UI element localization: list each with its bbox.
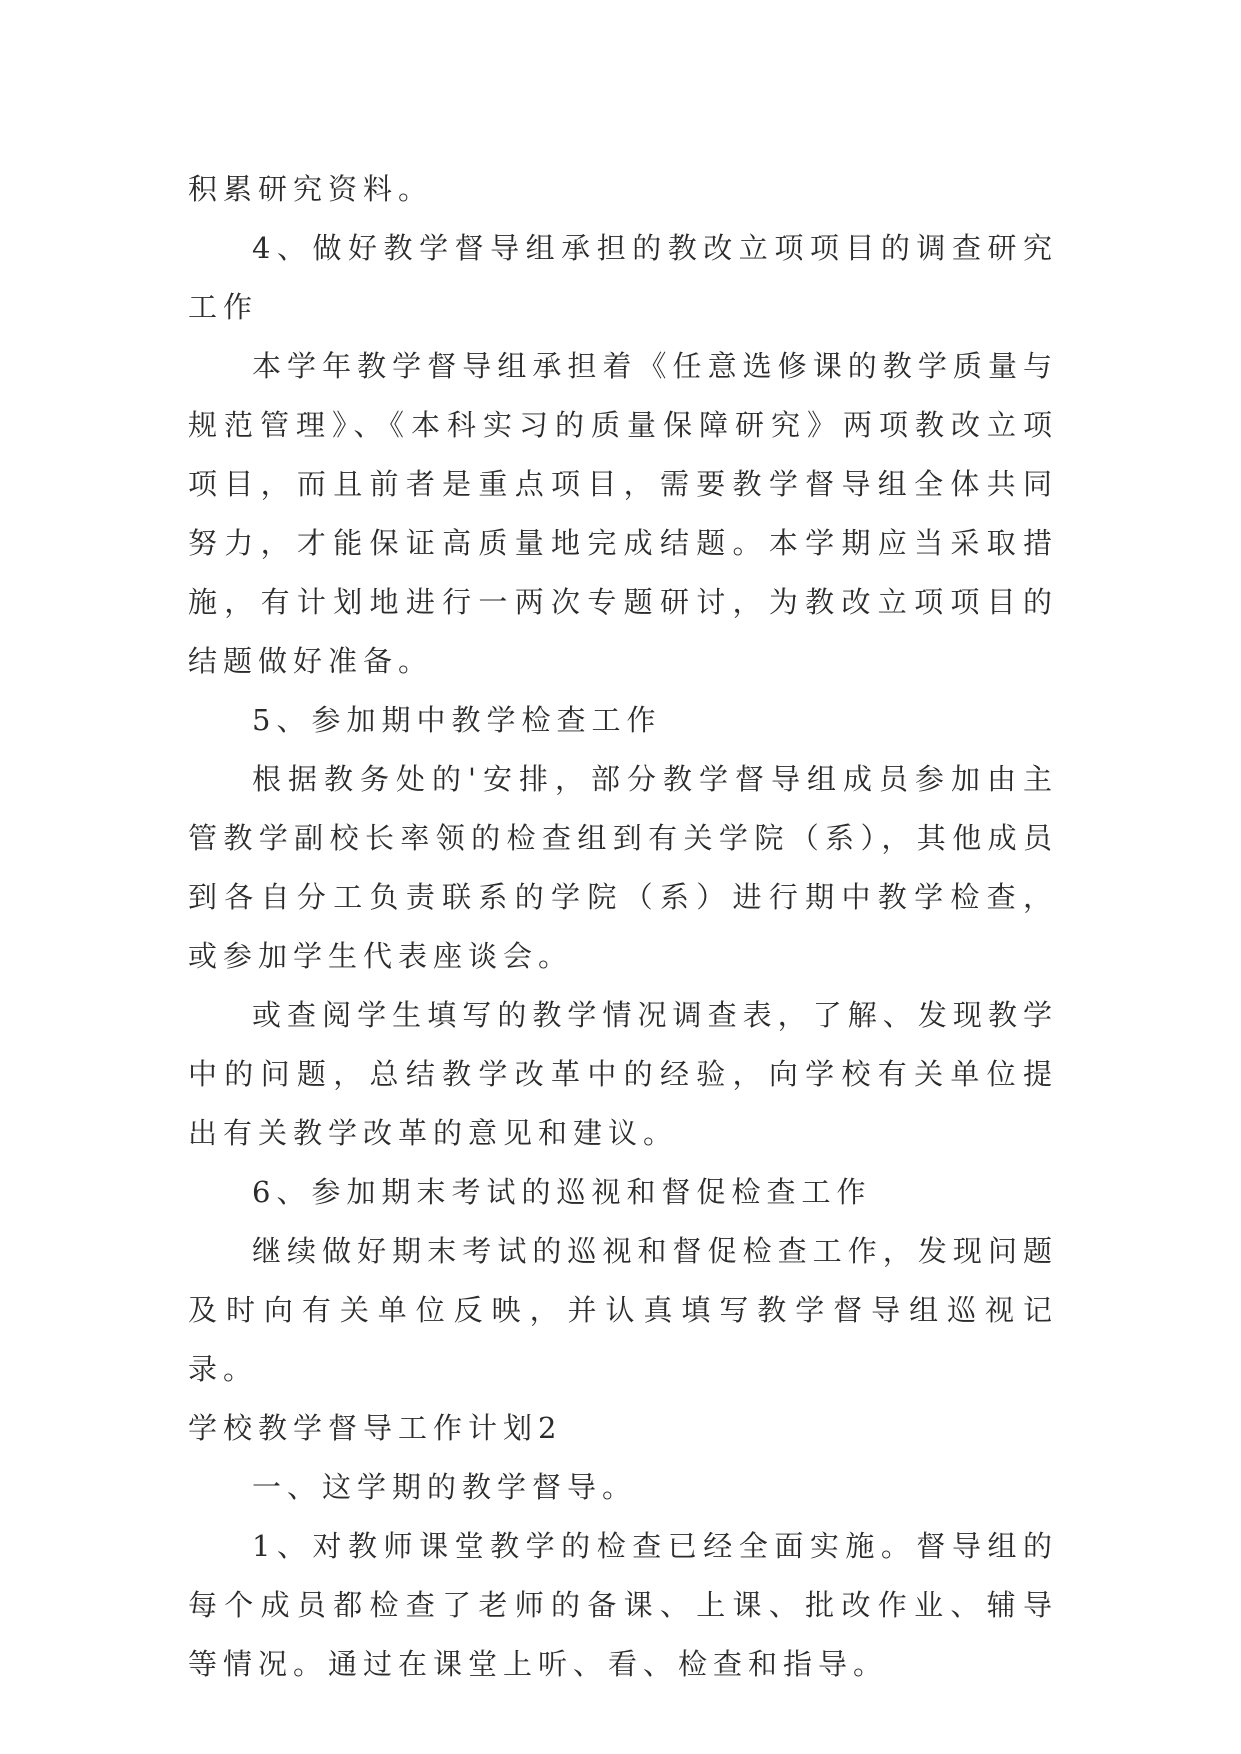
section-title-plan-2: 学校教学督导工作计划2 <box>188 1411 563 1445</box>
paragraph-classroom-inspection: 1、对教师课堂教学的检查已经全面实施。督导组的每个成员都检查了老师的备课、上课、批改作业、辅导等情况。通过在课堂上听、看、检查和指导。 <box>188 1529 1058 1681</box>
heading-item-4: 4、做好教学督导组承担的教改立项项目的调查研究工作 <box>188 231 1058 324</box>
document-body <box>188 160 1058 1694</box>
paragraph-research-materials: 积累研究资料。 <box>188 172 434 206</box>
paragraph-survey-review: 或查阅学生填写的教学情况调查表，了解、发现教学中的问题，总结教学改革中的经验，向学校有关单位提出有关教学改革的意见和建议。 <box>188 998 1058 1150</box>
heading-section-1: 一、这学期的教学督导。 <box>252 1470 638 1504</box>
heading-item-6: 6、参加期末考试的巡视和督促检查工作 <box>252 1175 872 1209</box>
heading-item-5: 5、参加期中教学检查工作 <box>252 703 662 737</box>
paragraph-midterm-inspection: 根据教务处的'安排，部分教学督导组成员参加由主管教学副校长率领的检查组到有关学院（系），其他成员到各自分工负责联系的学院（系）进行期中教学检查，或参加学生代表座谈会。 <box>188 762 1058 973</box>
paragraph-reform-projects: 本学年教学督导组承担着《任意选修课的教学质量与规范管理》、《本科实习的质量保障研究》两项教改立项项目，而且前者是重点项目，需要教学督导组全体共同努力，才能保证高质量地完成结题。本学期应当采取措施，有计划地进行一两次专题研讨，为教改立项项目的结题做好准备。 <box>188 349 1058 678</box>
paragraph-final-exam-patrol: 继续做好期末考试的巡视和督促检查工作，发现问题及时向有关单位反映，并认真填写教学督导组巡视记录。 <box>188 1234 1058 1386</box>
